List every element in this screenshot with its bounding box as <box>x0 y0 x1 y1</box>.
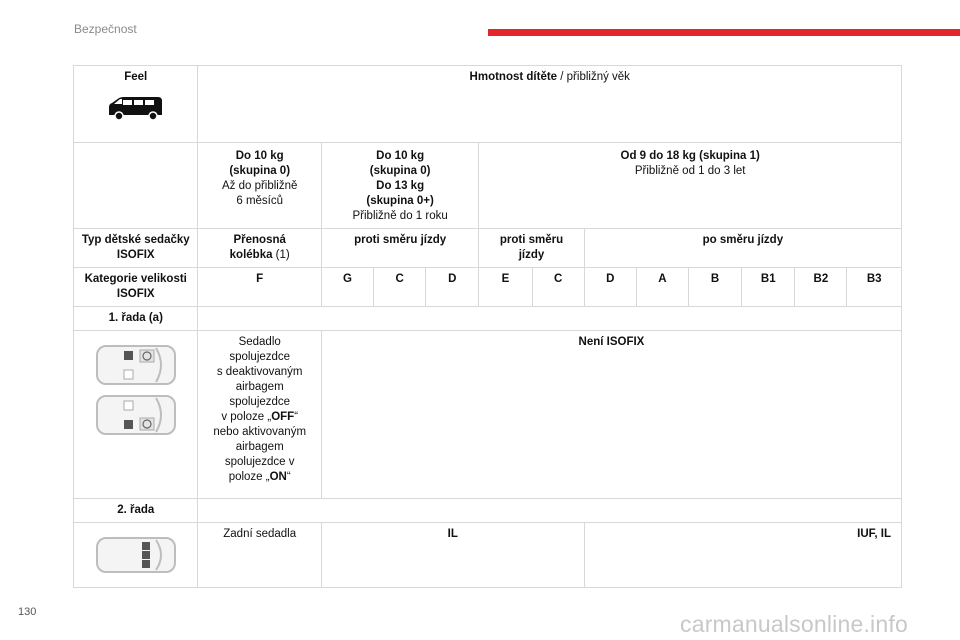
van-icon <box>106 93 166 123</box>
seat-type-label: Typ dětské sedačky ISOFIX <box>74 229 198 268</box>
group-0plus-cell <box>321 143 478 229</box>
section-title: Bezpečnost <box>74 22 137 36</box>
airbag-on-label: ON <box>269 471 287 483</box>
empty-cell <box>74 143 198 229</box>
weight-heading-bold: Hmotnost dítěte <box>469 71 558 83</box>
car-top-view-icon <box>94 535 178 575</box>
carrycot-note: (1) <box>272 249 290 261</box>
size-code: D <box>426 268 479 307</box>
group-1-cell <box>479 143 902 229</box>
front-passenger-row <box>74 331 902 499</box>
row-2-heading-row <box>74 499 902 523</box>
row-2-label: 2. řada <box>74 499 198 523</box>
size-code: B1 <box>742 268 795 307</box>
row-1-heading-row <box>74 307 902 331</box>
weight-heading-cell <box>198 66 902 143</box>
size-code: B3 <box>847 268 902 307</box>
group-0-age: Až do přibližně 6 měsíců <box>221 180 298 207</box>
size-code: A <box>636 268 688 307</box>
front-seat-diagram-cell <box>74 331 198 499</box>
watermark: carmanualsonline.info <box>680 611 908 637</box>
front-seat-text-2: “ nebo aktivovaným airbagem spolujezdce v poloze „ <box>213 411 307 483</box>
weight-heading-rest: / přibližný věk <box>557 71 630 83</box>
rear-facing-cell-1: proti směru jízdy <box>321 229 478 268</box>
size-category-row <box>74 268 902 307</box>
group-0plus-bold: Do 10 kg (skupina 0) Do 13 kg (skupina 0+) <box>366 150 434 207</box>
seat-type-row <box>74 229 902 268</box>
size-code: C <box>374 268 426 307</box>
group-0plus-age: Přibližně do 1 roku <box>352 210 448 222</box>
model-name: Feel <box>124 71 148 83</box>
size-code: C <box>532 268 584 307</box>
front-seat-text-1: Sedadlo spolujezdce s deaktivovaným airbagem spolujezdce v poloze „ <box>216 336 303 423</box>
car-top-view-icon <box>94 343 178 387</box>
rear-seats-row <box>74 523 902 588</box>
isofix-table <box>73 65 902 588</box>
weight-groups-row <box>74 143 902 229</box>
group-0-bold: Do 10 kg (skupina 0) <box>229 150 291 177</box>
airbag-off-label: OFF <box>271 411 295 423</box>
size-code: F <box>198 268 321 307</box>
front-seat-description <box>198 331 321 499</box>
size-code: G <box>321 268 373 307</box>
rear-seats-description: Zadní sedadla <box>198 523 321 588</box>
size-category-label: Kategorie velikosti ISOFIX <box>74 268 198 307</box>
car-top-view-icon <box>94 393 178 437</box>
empty-cell <box>198 307 902 331</box>
group-1-age: Přibližně od 1 do 3 let <box>634 165 746 177</box>
size-code: D <box>584 268 636 307</box>
row-1-label: 1. řada (a) <box>74 307 198 331</box>
size-code: B <box>688 268 741 307</box>
forward-facing-cell: po směru jízdy <box>584 229 901 268</box>
rear-seats-value-iuf-il: IUF, IL <box>584 523 901 588</box>
table-header-row <box>74 66 902 143</box>
rear-seat-diagram-cell <box>74 523 198 588</box>
size-code: E <box>479 268 532 307</box>
header-accent-bar <box>488 29 960 36</box>
model-cell <box>74 66 198 143</box>
rear-facing-cell-2: proti směru jízdy <box>479 229 584 268</box>
front-seat-text-3: “ <box>286 471 291 483</box>
rear-seats-value-il: IL <box>321 523 584 588</box>
carrycot-cell <box>198 229 321 268</box>
empty-cell <box>198 499 902 523</box>
page-number: 130 <box>18 606 37 618</box>
carrycot-bold: Přenosná kolébka <box>229 234 286 261</box>
group-1-bold: Od 9 do 18 kg (skupina 1) <box>620 150 760 162</box>
not-isofix-cell: Není ISOFIX <box>321 331 901 499</box>
size-code: B2 <box>795 268 847 307</box>
group-0-cell <box>198 143 321 229</box>
